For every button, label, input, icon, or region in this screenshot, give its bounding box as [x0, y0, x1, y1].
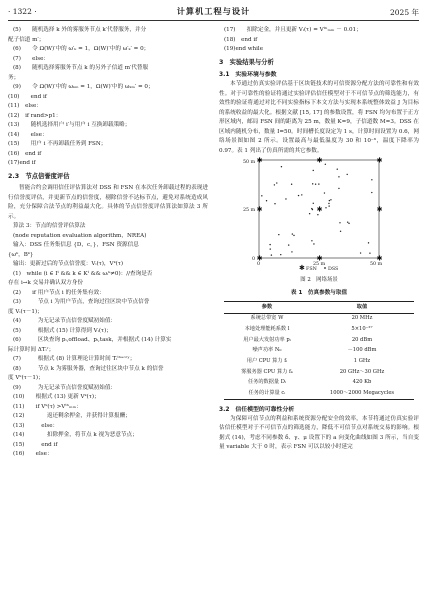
network-scene-figure [219, 156, 419, 274]
subsection-heading-3-2: 3.2 信任模型的可靠性分析 [219, 406, 295, 413]
parameter-cell: 雾服务器 CPU 算力 fₖ [241, 368, 293, 375]
algorithm-line: 际计算时间 ΔTᵢʳ； [8, 346, 55, 353]
table-body [224, 313, 414, 399]
fsn-node: ✱ [256, 254, 263, 263]
dss-node [347, 222, 348, 223]
algorithm-line: (9) 为无记录节点信誉度赋初始值： [13, 384, 117, 391]
fsn-node: ✱ [316, 156, 323, 165]
y-tick-bottom: 0 [252, 257, 256, 263]
algorithm-line: (10) end if [8, 93, 47, 100]
algorithm-line: (15) 用户 i 不再卸载任务到 FSN； [8, 141, 107, 147]
dss-node [371, 179, 372, 180]
parameter-cell: 噪声功率 N₀ [252, 347, 282, 354]
header-rule [8, 20, 419, 21]
algorithm-line: (16) else： [13, 451, 53, 458]
fsn-node: ✱ [316, 254, 323, 263]
algorithm-line: (15) end if [13, 441, 58, 448]
value-cell: 20 MHz [351, 315, 373, 322]
subsection-heading-3-1: 3.1 实验环境与参数 [219, 72, 277, 79]
x-tick-right: 50 m [370, 262, 383, 268]
right-column [219, 26, 419, 453]
section-heading-2-3: 2.3 节点信誉度评估 [8, 172, 70, 180]
page-number: · 1322 · [8, 7, 37, 16]
fsn-node: ✱ [316, 205, 323, 214]
dss-node [274, 184, 275, 185]
dss-node [281, 166, 282, 167]
algorithm-line: (14) else： [8, 131, 48, 138]
algorithm-line: 输入：DSS 任务集信息 {D，c，}，FSN 资源信息 [13, 242, 139, 249]
algorithm-line: (12) if rand>p1： [8, 112, 62, 119]
table-header-row [224, 301, 414, 313]
algorithm-3-end [219, 26, 419, 55]
algorithm-line: (2) if 用户节点 i 的任务集有效： [13, 289, 105, 296]
algorithm-line: 算法 3：节点的信誉评估算法 [13, 223, 86, 230]
algorithm-line: (19)end while [224, 46, 264, 52]
parameter-cell: 用户最大发射功率 pᵢ [243, 336, 291, 343]
algorithm-line: (8) 节点 k 为雾服务器，查询过往区块中节点 k 的信誉 [13, 365, 164, 372]
dss-node [280, 254, 281, 255]
algorithm-line: 务； [8, 74, 20, 81]
dss-node [261, 195, 262, 196]
dss-node [271, 255, 272, 256]
column-header: 参数 [261, 303, 273, 310]
dss-node [340, 231, 341, 232]
fsn-node: ✱ [256, 156, 263, 165]
y-tick-top: 50 m [243, 160, 256, 166]
dss-node [371, 192, 372, 193]
value-cell: 1000～2000 Megacycles [329, 389, 395, 396]
dss-node [330, 199, 331, 200]
dss-node [324, 193, 325, 194]
dss-node [301, 194, 302, 195]
algorithm-line: 度 Vᵏ(τ－1)； [8, 375, 44, 382]
dss-node [369, 253, 370, 254]
dss-node [329, 200, 330, 201]
dss-node [328, 203, 329, 204]
legend-dss-marker [324, 267, 326, 269]
dss-node [346, 174, 347, 175]
parameter-cell: 任务的计算量 cᵢ [248, 389, 286, 396]
dss-node [298, 195, 299, 196]
value-cell: 420 Kb [352, 379, 372, 386]
network-scene-plot [219, 156, 419, 274]
dss-node [337, 169, 338, 170]
fsn-nodes [257, 157, 383, 263]
dss-node [311, 240, 312, 241]
table-row [224, 324, 414, 335]
dss-node [270, 249, 271, 250]
algorithm-line: (13) else： [13, 422, 59, 429]
dss-node [313, 203, 314, 204]
dss-node [288, 245, 289, 246]
section-3-1-paragraph: 本节通过仿真实验评估基于区块链技术的可信资源分配方法的可靠性和有效性。对于可靠性的验证将通过实验评估信任模型对于不可信节点的筛选能力，有效性的验证将通过对比不同实验指标下本文方法与实现本系统整体效益 J 为目标的系统收益的最大化。根据文献 [15, 17] 的参数设置，将 FSN 均匀布置于正方形区域内，邮局 FSN 间的距离为 25 m，数量 K=9，子信道数 M=3。DSS 在区域内随机分布，数量 I=50。时间槽长度设定为 1 s，计算时间设置为 0.6，网络场景图如图 2 所示。设置最高与最低温度为 30 和 10⁻⁶，温度下降率为 0.97。表 1 列出了仿真所需的其它参数。 [219, 81, 419, 154]
value-cell: 20 GHz～30 GHz [339, 368, 385, 375]
fsn-node: ✱ [376, 254, 383, 263]
algorithm-line: (5) 随机选择 k 外的雾服务节点 k′代替服务，并分 [13, 27, 147, 33]
dss-node [274, 203, 275, 204]
dss-node [339, 222, 340, 223]
value-cell: －100 dBm [347, 347, 377, 354]
dss-node [315, 184, 316, 185]
value-cell: 5×10⁻²⁷ [351, 326, 373, 333]
table-caption: 表 1 仿真参数与取值 [290, 290, 348, 297]
algorithm-line: (17) 扣除定金，并且更新 Vᵢ(τ) = Vᵗʰₘᵢₙ － 0.01； [224, 27, 362, 33]
section-3-2-paragraph: 为保障可信节点的利益和系统资源分配安全的效率，本节将通过仿真实验评估信任模型对于不可信节点的筛选能力，降低不可信节点对系统交易的影响。根据式 (14)，考虑不同参数 δ、γ、μ 设置下的 a 向变化曲线如图 3 所示，当自变量 variable 大于 0 时，表示 FSN 可以以较小时延完 [219, 415, 419, 451]
dss-node [291, 251, 292, 252]
algorithm-line: {ωᵏ，Bᵏ} [8, 251, 34, 258]
fsn-node: ✱ [256, 205, 263, 214]
algorithm-line: (11) else： [8, 103, 42, 109]
parameter-cell: 系统总带宽 W [250, 315, 284, 322]
table-row [224, 313, 414, 324]
fsn-node: ✱ [376, 156, 383, 165]
dss-node [269, 244, 270, 245]
parameter-cell: 用户 CPU 算力 fᵢ [246, 357, 288, 364]
dss-node [276, 183, 277, 184]
algorithm-line: (5) 根据式 (15) 计算得到 Vᵢ(τ)； [13, 327, 112, 334]
legend-fsn-marker: ✱ [299, 264, 305, 273]
table-row [224, 335, 414, 346]
dss-node [312, 183, 313, 184]
algorithm-line: (16) end if [8, 150, 42, 157]
dss-node [291, 184, 292, 185]
dss-node [325, 207, 326, 208]
algorithm-line: (8) 随机选择雾服务节点 k 的另外子信道 m′代替服 [13, 65, 149, 71]
dss-node [313, 170, 314, 171]
x-tick-left: 0 [257, 262, 261, 268]
dss-node [360, 253, 361, 254]
y-tick-mid: 25 m [243, 208, 256, 214]
dss-node [368, 242, 369, 243]
algorithm-line: (17)end if [8, 160, 36, 166]
table-row [224, 367, 414, 378]
dss-node [325, 164, 326, 165]
dss-node [313, 244, 314, 245]
dss-node [309, 213, 310, 214]
algorithm-2-continuation [8, 26, 208, 169]
algorithm-line: (4) 为无记录节点信誉度赋初始值： [13, 318, 117, 325]
dss-node [338, 176, 339, 177]
algorithm-line: 度 Vᵢ(τ－1)； [8, 308, 43, 315]
legend-fsn-label: FSN [306, 267, 317, 273]
page-header [0, 0, 427, 24]
algorithm-line: (14) 扣除押金，将节点 k 视为恶意节点； [13, 432, 138, 439]
value-cell: 20 dBm [351, 336, 373, 343]
algorithm-line: (6) 区块查询 pᵢ,offload、pᵢ,task，并根据式 (14) 计算实 [13, 337, 172, 344]
fsn-node: ✱ [376, 205, 383, 214]
algorithm-line: (18) end if [224, 36, 258, 43]
algorithm-line: (7) else： [13, 55, 49, 62]
algorithm-3 [8, 222, 208, 460]
dss-node [278, 234, 279, 235]
table-row [224, 388, 414, 399]
algorithm-line: (node reputation evaluation algorithm，NREA) [13, 232, 147, 239]
algorithm-line: 配子信道 m′； [8, 36, 45, 43]
dss-node [285, 199, 286, 200]
dss-node [338, 188, 339, 189]
dss-node [348, 223, 349, 224]
algorithm-line: 输出：更新过后的节点信誉度：Vᵢ(τ)，Vᵏ(τ) [13, 261, 124, 268]
value-cell: 1 GHz [353, 357, 371, 364]
algorithm-line: (9) 令 Ω(W)′中的 ωₖₘ = 1，Ω(W)′中的 ωₖₘ′ = 0； [13, 84, 154, 90]
left-column [8, 26, 208, 460]
algorithm-line: (11) if Vᵏ(τ) >Vᵗʰₘᵢₙ： [13, 403, 82, 410]
table-row [224, 356, 414, 367]
section-2-3-paragraph: 智能合约会调用信任评估算法对 DSS 和 FSN 在本次任务卸载过程的表现进行信誉度评估，并更新节点的信誉度，剔除信誉不达标节点，避免对系统造成风险，充分保障合法节点的利益最大化。具体的节点信誉度评估算法如算法 3 所示。 [8, 185, 208, 220]
parameter-table [224, 301, 414, 400]
dss-node [292, 234, 293, 235]
algorithm-line: (7) 根据式 (8) 计算理论计算时间 Tᵢᵗʰᵉᵒʳʸ； [13, 356, 136, 363]
parameter-cell: 本地处理能耗系数 l [244, 326, 290, 333]
column-header: 取值 [356, 303, 368, 310]
x-tick-mid: 25 m [313, 262, 326, 268]
section-heading-3: 3 实验结果与分析 [219, 58, 274, 66]
journal-title: 计算机工程与设计 [176, 6, 251, 16]
algorithm-line: (6) 令 Ω(W)′中的 ω′ₖ = 1，Ω(W)′中的 ω′ₖ′ = 0； [13, 46, 150, 52]
table-row [224, 377, 414, 388]
dss-node [266, 200, 267, 201]
dss-node [328, 206, 329, 207]
figure-caption: 图 2 网络场景 [300, 277, 338, 284]
parameter-cell: 任务的数据量 Dᵢ [247, 379, 286, 386]
algorithm-line: (3) 节点 i 为用户节点，查询过往区块中节点信誉 [13, 299, 150, 306]
algorithm-line: (1) while (i ∈ Iᵗ && k ∈ Kᵗ && ωᵢᵏ≠0)：//查询是否 [13, 270, 153, 277]
algorithm-line: (10) 根据式 (13) 更新 Vᵏ(τ)； [13, 394, 100, 401]
dss-node [318, 184, 319, 185]
algorithm-line: (12) 返还剩余押金，并获得计算报酬； [13, 413, 131, 420]
year: 2025 年 [390, 8, 419, 17]
algorithm-line: 存在 i→k 交易并确认双方身份 [8, 280, 83, 287]
dss-node [293, 235, 294, 236]
dss-node [311, 208, 312, 209]
table-row [224, 345, 414, 356]
dss-node [317, 214, 318, 215]
algorithm-line: (13) 随机选择用户 i′与用户 i 互换卸载策略； [8, 122, 131, 128]
legend-dss-label: DSS [328, 267, 339, 273]
